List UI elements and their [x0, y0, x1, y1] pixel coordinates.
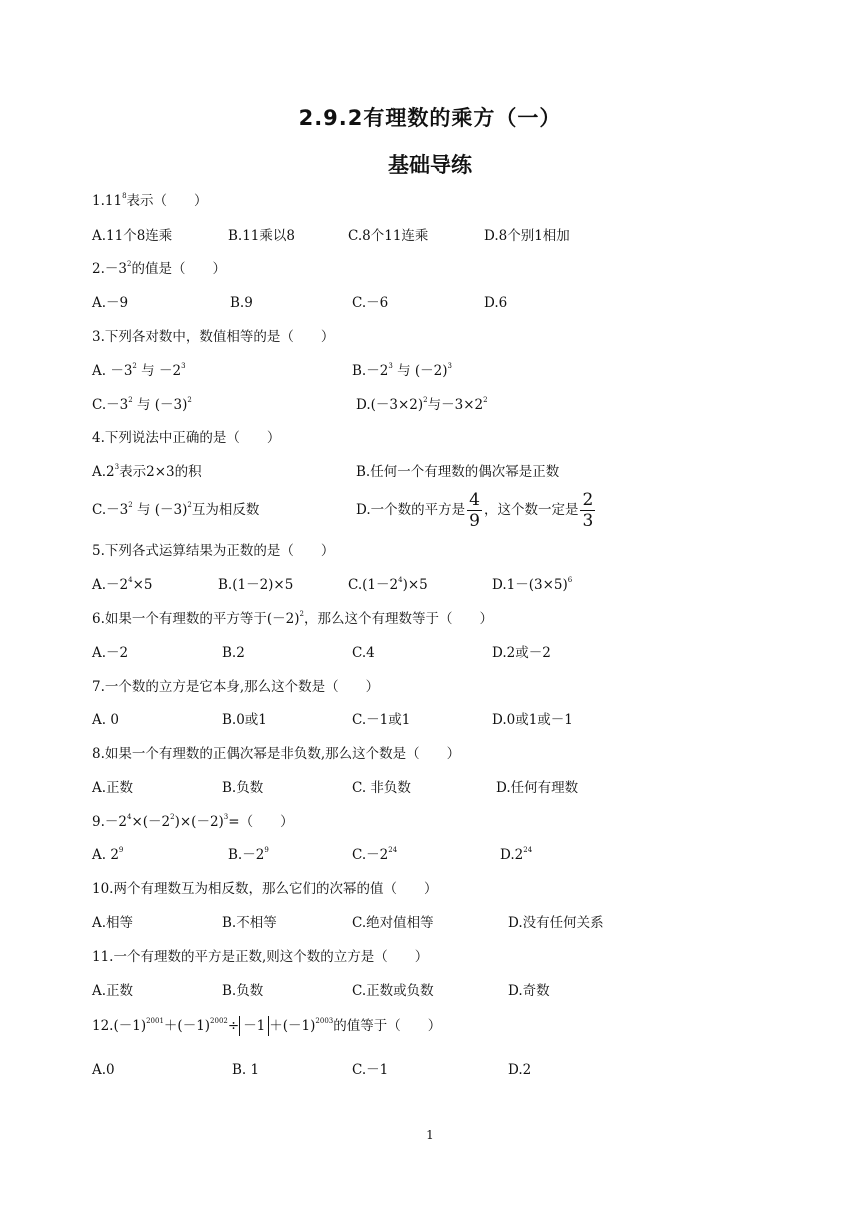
question-3-options-cd — [92, 393, 792, 417]
option-d: D.一个数的平方是 $\frac{4}{9}$ ，这个数一定是 $\frac{2}{3}$ — [356, 490, 594, 531]
question-8: 8.如果一个有理数的正偶次幂是非负数,那么这个数是（ ） — [92, 746, 461, 762]
option-b: B.任何一个有理数的偶次幂是正数 — [356, 464, 560, 480]
option-c: C.8个11连乘 — [348, 228, 429, 244]
question-1-options — [92, 224, 792, 248]
option-b: B.(1－2)×5 — [218, 577, 294, 593]
option-c: C.－1或1 — [352, 712, 411, 728]
question-10: 10.两个有理数互为相反数，那么它们的次幂的值（ ） — [92, 881, 438, 897]
question-10-options — [92, 911, 792, 935]
option-d: D.6 — [484, 295, 508, 311]
option-b: B.11乘以8 — [228, 228, 295, 244]
question-2-options — [92, 291, 792, 315]
option-d: D.没有任何关系 — [508, 915, 604, 931]
option-d: D.8个别1相加 — [484, 228, 570, 244]
option-d: D.2 — [508, 1062, 532, 1078]
option-c: C.正数或负数 — [352, 983, 434, 999]
option-d: D.2或－2 — [492, 645, 551, 661]
option-d: D.奇数 — [508, 983, 550, 999]
option-c: C.绝对值相等 — [352, 915, 434, 931]
option-d: $D.1-(3\times 5)^6$ — [492, 576, 573, 593]
option-c: $C.-2^{24}$ — [352, 846, 398, 863]
question-9: $9.-2^4\times(-2^2)\times(-2)^3=$（ ） — [92, 813, 294, 830]
option-b: B.0或1 — [222, 712, 267, 728]
option-b: B.9 — [230, 295, 253, 311]
option-c: C.4 — [352, 645, 375, 661]
question-6: 6.如果一个有理数的平方等于$(-2)^2$，那么这个有理数等于（ ） — [92, 610, 493, 627]
option-b: B.负数 — [222, 983, 264, 999]
question-11: 11.一个有理数的平方是正数,则这个数的立方是（ ） — [92, 949, 429, 965]
question-11-options — [92, 979, 792, 1003]
question-3-options-ab — [92, 359, 792, 383]
option-c: C.－1 — [352, 1062, 389, 1078]
question-12-options — [92, 1058, 792, 1082]
option-b: B.不相等 — [222, 915, 277, 931]
fraction-two-thirds: $\frac{2}{3}$ — [582, 490, 594, 531]
page-number: 1 — [426, 1128, 434, 1142]
option-c: C. 非负数 — [352, 780, 411, 796]
question-5-options — [92, 573, 792, 597]
option-a: $A.2^3$表示2×3的积 — [92, 463, 202, 480]
question-1: 1.11$^8$表示（ ） — [92, 192, 208, 209]
option-a: A.正数 — [92, 780, 134, 796]
option-a: A.相等 — [92, 915, 134, 931]
option-d: D.任何有理数 — [496, 780, 579, 796]
question-12: $12.(-1)^{2001}+(-1)^{2002}\div -1 +(-1)^{2003}$的值等于（ ） — [92, 1017, 442, 1034]
question-4-options-ab — [92, 460, 792, 484]
question-6-options — [92, 641, 792, 665]
option-a: A. 0 — [92, 712, 119, 728]
absolute-value: －1 — [239, 1016, 269, 1036]
question-9-options — [92, 843, 792, 867]
option-a: $A.-2^4\times 5$ — [92, 576, 153, 593]
option-d: $D.(-3\times 2)^2$与$-3\times 2^2$ — [356, 396, 488, 413]
option-a: A. $-3^2$ 与 $-2^3$ — [92, 362, 186, 379]
question-7-options — [92, 708, 792, 732]
option-c: C.－6 — [352, 295, 389, 311]
option-a: A.正数 — [92, 983, 134, 999]
option-d: D.0或1或－1 — [492, 712, 573, 728]
option-b: B.2 — [222, 645, 245, 661]
option-b: B. 1 — [232, 1062, 260, 1078]
option-a: A. $2^9$ — [92, 846, 124, 863]
option-a: A.－9 — [92, 295, 129, 311]
option-b: $B.-2^3$ 与 $(-2)^3$ — [352, 362, 452, 379]
option-b: B.负数 — [222, 780, 264, 796]
question-2: $2.-3^2$的值是（ ） — [92, 260, 226, 277]
question-8-options — [92, 776, 792, 800]
page-title: 2.9.2有理数的乘方（一） — [298, 106, 562, 130]
option-a: A.－2 — [92, 645, 129, 661]
question-4: 4.下列说法中正确的是（ ） — [92, 430, 281, 446]
question-5: 5.下列各式运算结果为正数的是（ ） — [92, 543, 335, 559]
question-3: 3.下列各对数中，数值相等的是（ ） — [92, 329, 335, 345]
question-4-options-cd — [92, 492, 792, 532]
option-a: A.11个8连乘 — [92, 228, 173, 244]
section-heading: 基础导练 — [388, 153, 472, 177]
option-c: $C.(1-2^4)\times 5$ — [348, 576, 428, 593]
option-a: A.0 — [92, 1062, 115, 1078]
option-b: $B.-2^9$ — [228, 846, 269, 863]
option-c: $C.-3^2$ 与 $(-3)^2$ — [92, 396, 192, 413]
option-d: $D.2^{24}$ — [500, 846, 533, 863]
fraction-four-ninths: $\frac{4}{9}$ — [469, 490, 480, 531]
option-c: $C.-3^2$ 与 $(-3)^2$互为相反数 — [92, 501, 260, 518]
question-7: 7.一个数的立方是它本身,那么这个数是（ ） — [92, 679, 380, 695]
